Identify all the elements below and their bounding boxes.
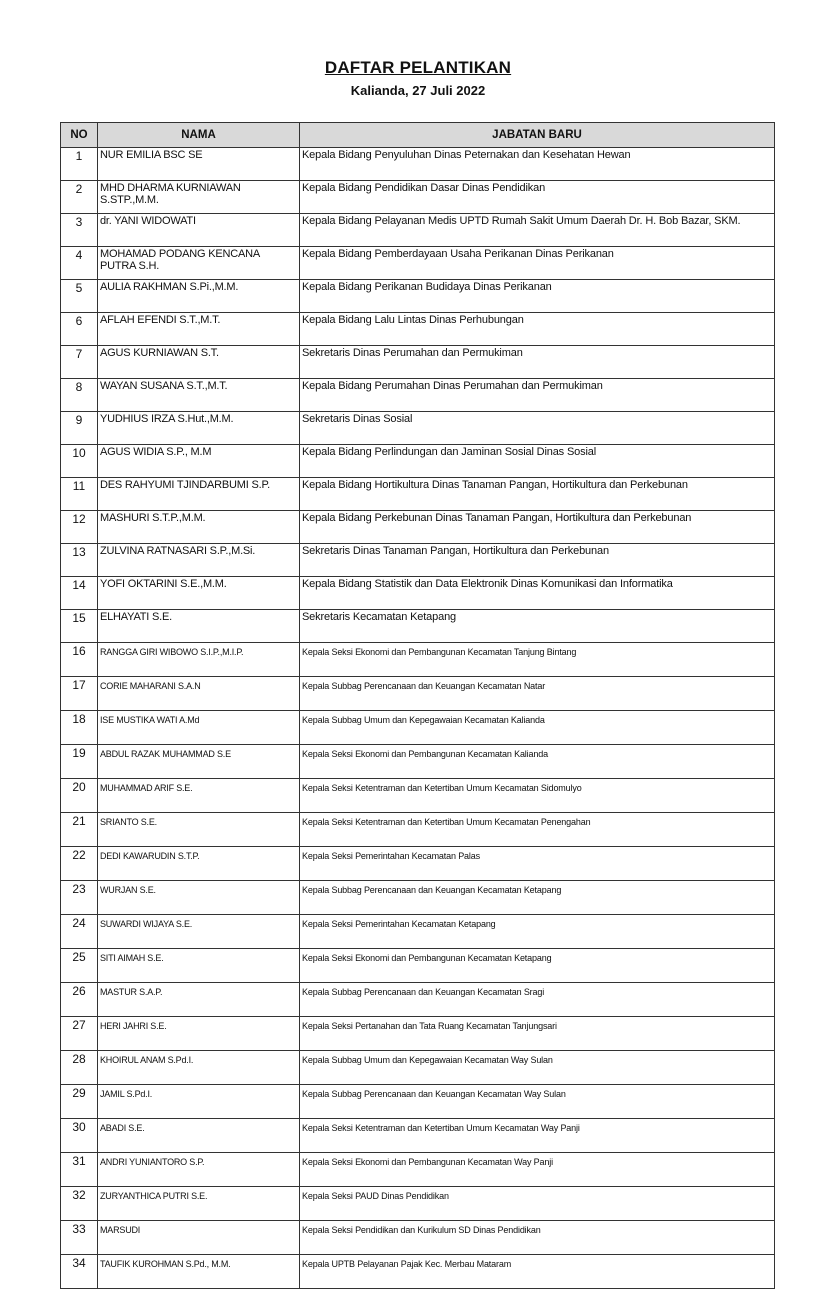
cell-jabatan: Kepala Bidang Perkebunan Dinas Tanaman Pangan, Hortikultura dan Perkebunan: [300, 511, 775, 544]
cell-jabatan: Kepala Bidang Perumahan Dinas Perumahan dan Permukiman: [300, 379, 775, 412]
cell-nama: YOFI OKTARINI S.E.,M.M.: [98, 577, 300, 610]
cell-jabatan: Kepala Seksi Ekonomi dan Pembangunan Kecamatan Way Panji: [300, 1153, 775, 1187]
cell-jabatan: Kepala Bidang Pemberdayaan Usaha Perikanan Dinas Perikanan: [300, 247, 775, 280]
table-row: [61, 1085, 775, 1119]
cell-no: 28: [61, 1051, 98, 1085]
cell-no: 27: [61, 1017, 98, 1051]
cell-no: 16: [61, 643, 98, 677]
table-row: [61, 379, 775, 412]
cell-nama: ELHAYATI S.E.: [98, 610, 300, 643]
cell-no: 13: [61, 544, 98, 577]
cell-jabatan: Sekretaris Dinas Tanaman Pangan, Hortikultura dan Perkebunan: [300, 544, 775, 577]
table-row: [61, 711, 775, 745]
cell-nama: NUR EMILIA BSC SE: [98, 148, 300, 181]
table-body: [61, 148, 775, 1289]
cell-jabatan: Kepala Seksi Ketentraman dan Ketertiban Umum Kecamatan Penengahan: [300, 813, 775, 847]
cell-nama: RANGGA GIRI WIBOWO S.I.P.,M.I.P.: [98, 643, 300, 677]
table-row: [61, 677, 775, 711]
cell-nama: DES RAHYUMI TJINDARBUMI S.P.: [98, 478, 300, 511]
cell-no: 10: [61, 445, 98, 478]
cell-no: 3: [61, 214, 98, 247]
table-row: [61, 847, 775, 881]
table-row: [61, 1221, 775, 1255]
cell-jabatan: Kepala Seksi Pemerintahan Kecamatan Ketapang: [300, 915, 775, 949]
cell-jabatan: Kepala Bidang Perlindungan dan Jaminan Sosial Dinas Sosial: [300, 445, 775, 478]
cell-no: 9: [61, 412, 98, 445]
table-row: [61, 1187, 775, 1221]
cell-jabatan: Kepala Subbag Umum dan Kepegawaian Kecamatan Way Sulan: [300, 1051, 775, 1085]
cell-no: 17: [61, 677, 98, 711]
document-title: DAFTAR PELANTIKAN: [324, 58, 512, 77]
cell-no: 15: [61, 610, 98, 643]
cell-no: 34: [61, 1255, 98, 1289]
table-row: [61, 445, 775, 478]
cell-jabatan: Kepala Bidang Pendidikan Dasar Dinas Pendidikan: [300, 181, 775, 214]
table-row: [61, 915, 775, 949]
cell-no: 31: [61, 1153, 98, 1187]
cell-nama: WURJAN S.E.: [98, 881, 300, 915]
cell-jabatan: Kepala Bidang Statistik dan Data Elektronik Dinas Komunikasi dan Informatika: [300, 577, 775, 610]
cell-jabatan: Kepala Seksi Ekonomi dan Pembangunan Kecamatan Tanjung Bintang: [300, 643, 775, 677]
cell-no: 24: [61, 915, 98, 949]
cell-nama: ZULVINA RATNASARI S.P.,M.Si.: [98, 544, 300, 577]
cell-jabatan: Sekretaris Kecamatan Ketapang: [300, 610, 775, 643]
cell-nama: MARSUDI: [98, 1221, 300, 1255]
table-row: [61, 813, 775, 847]
cell-jabatan: Kepala Subbag Umum dan Kepegawaian Kecamatan Kalianda: [300, 711, 775, 745]
cell-nama: DEDI KAWARUDIN S.T.P.: [98, 847, 300, 881]
cell-nama: AFLAH EFENDI S.T.,M.T.: [98, 313, 300, 346]
cell-no: 2: [61, 181, 98, 214]
table-row: [61, 1051, 775, 1085]
cell-jabatan: Kepala UPTB Pelayanan Pajak Kec. Merbau Mataram: [300, 1255, 775, 1289]
header-no: NO: [61, 123, 98, 148]
cell-no: 23: [61, 881, 98, 915]
table-row: [61, 544, 775, 577]
table-row: [61, 148, 775, 181]
cell-nama: ABDUL RAZAK MUHAMMAD S.E: [98, 745, 300, 779]
cell-jabatan: Kepala Bidang Perikanan Budidaya Dinas Perikanan: [300, 280, 775, 313]
table-row: [61, 1017, 775, 1051]
cell-nama: MOHAMAD PODANG KENCANA PUTRA S.H.: [98, 247, 300, 280]
cell-jabatan: Sekretaris Dinas Sosial: [300, 412, 775, 445]
cell-nama: CORIE MAHARANI S.A.N: [98, 677, 300, 711]
cell-no: 26: [61, 983, 98, 1017]
document-subtitle: Kalianda, 27 Juli 2022: [350, 83, 486, 98]
cell-jabatan: Kepala Seksi PAUD Dinas Pendidikan: [300, 1187, 775, 1221]
cell-nama: ISE MUSTIKA WATI A.Md: [98, 711, 300, 745]
cell-no: 5: [61, 280, 98, 313]
cell-nama: TAUFIK KUROHMAN S.Pd., M.M.: [98, 1255, 300, 1289]
cell-nama: WAYAN SUSANA S.T.,M.T.: [98, 379, 300, 412]
cell-nama: MASHURI S.T.P.,M.M.: [98, 511, 300, 544]
cell-jabatan: Kepala Seksi Pemerintahan Kecamatan Palas: [300, 847, 775, 881]
cell-no: 32: [61, 1187, 98, 1221]
cell-jabatan: Kepala Seksi Ketentraman dan Ketertiban Umum Kecamatan Way Panji: [300, 1119, 775, 1153]
table-row: [61, 1153, 775, 1187]
cell-no: 18: [61, 711, 98, 745]
cell-no: 25: [61, 949, 98, 983]
table-row: [61, 610, 775, 643]
cell-jabatan: Kepala Seksi Ketentraman dan Ketertiban Umum Kecamatan Sidomulyo: [300, 779, 775, 813]
header-jabatan: JABATAN BARU: [300, 123, 775, 148]
table-row: [61, 643, 775, 677]
cell-jabatan: Sekretaris Dinas Perumahan dan Permukiman: [300, 346, 775, 379]
table-row: [61, 478, 775, 511]
table-row: [61, 346, 775, 379]
table-row: [61, 745, 775, 779]
cell-no: 8: [61, 379, 98, 412]
cell-nama: YUDHIUS IRZA S.Hut.,M.M.: [98, 412, 300, 445]
table-row: [61, 247, 775, 280]
cell-nama: AGUS KURNIAWAN S.T.: [98, 346, 300, 379]
cell-no: 4: [61, 247, 98, 280]
cell-no: 7: [61, 346, 98, 379]
cell-nama: ZURYANTHICA PUTRI S.E.: [98, 1187, 300, 1221]
cell-jabatan: Kepala Seksi Pendidikan dan Kurikulum SD Dinas Pendidikan: [300, 1221, 775, 1255]
cell-jabatan: Kepala Subbag Perencanaan dan Keuangan Kecamatan Natar: [300, 677, 775, 711]
cell-jabatan: Kepala Subbag Perencanaan dan Keuangan Kecamatan Way Sulan: [300, 1085, 775, 1119]
header-nama: NAMA: [98, 123, 300, 148]
cell-no: 12: [61, 511, 98, 544]
cell-jabatan: Kepala Seksi Pertanahan dan Tata Ruang Kecamatan Tanjungsari: [300, 1017, 775, 1051]
cell-jabatan: Kepala Bidang Lalu Lintas Dinas Perhubungan: [300, 313, 775, 346]
cell-nama: HERI JAHRI S.E.: [98, 1017, 300, 1051]
table-row: [61, 949, 775, 983]
cell-no: 14: [61, 577, 98, 610]
table-row: [61, 412, 775, 445]
cell-nama: ANDRI YUNIANTORO S.P.: [98, 1153, 300, 1187]
cell-no: 6: [61, 313, 98, 346]
table-row: [61, 881, 775, 915]
cell-jabatan: Kepala Seksi Ekonomi dan Pembangunan Kecamatan Ketapang: [300, 949, 775, 983]
table-row: [61, 577, 775, 610]
table-row: [61, 1255, 775, 1289]
cell-no: 1: [61, 148, 98, 181]
table-row: [61, 313, 775, 346]
cell-nama: SITI AIMAH S.E.: [98, 949, 300, 983]
cell-nama: JAMIL S.Pd.I.: [98, 1085, 300, 1119]
cell-jabatan: Kepala Bidang Hortikultura Dinas Tanaman Pangan, Hortikultura dan Perkebunan: [300, 478, 775, 511]
cell-nama: KHOIRUL ANAM S.Pd.I.: [98, 1051, 300, 1085]
cell-nama: AULIA RAKHMAN S.Pi.,M.M.: [98, 280, 300, 313]
cell-no: 19: [61, 745, 98, 779]
cell-nama: MASTUR S.A.P.: [98, 983, 300, 1017]
cell-nama: AGUS WIDIA S.P., M.M: [98, 445, 300, 478]
cell-no: 11: [61, 478, 98, 511]
cell-jabatan: Kepala Subbag Perencanaan dan Keuangan Kecamatan Sragi: [300, 983, 775, 1017]
cell-nama: MUHAMMAD ARIF S.E.: [98, 779, 300, 813]
cell-jabatan: Kepala Bidang Penyuluhan Dinas Peternakan dan Kesehatan Hewan: [300, 148, 775, 181]
table-row: [61, 511, 775, 544]
cell-nama: MHD DHARMA KURNIAWAN S.STP.,M.M.: [98, 181, 300, 214]
cell-jabatan: Kepala Bidang Pelayanan Medis UPTD Rumah Sakit Umum Daerah Dr. H. Bob Bazar, SKM.: [300, 214, 775, 247]
table-row: [61, 983, 775, 1017]
table-row: [61, 779, 775, 813]
cell-no: 21: [61, 813, 98, 847]
cell-no: 20: [61, 779, 98, 813]
table-row: [61, 214, 775, 247]
table-row: [61, 280, 775, 313]
cell-nama: SUWARDI WIJAYA S.E.: [98, 915, 300, 949]
cell-no: 33: [61, 1221, 98, 1255]
cell-jabatan: Kepala Seksi Ekonomi dan Pembangunan Kecamatan Kalianda: [300, 745, 775, 779]
cell-nama: SRIANTO S.E.: [98, 813, 300, 847]
cell-no: 22: [61, 847, 98, 881]
cell-nama: dr. YANI WIDOWATI: [98, 214, 300, 247]
table-row: [61, 1119, 775, 1153]
cell-no: 30: [61, 1119, 98, 1153]
cell-jabatan: Kepala Subbag Perencanaan dan Keuangan Kecamatan Ketapang: [300, 881, 775, 915]
cell-nama: ABADI S.E.: [98, 1119, 300, 1153]
table-header-row: [61, 123, 775, 148]
appointment-table: [60, 122, 775, 1289]
cell-no: 29: [61, 1085, 98, 1119]
table-row: [61, 181, 775, 214]
